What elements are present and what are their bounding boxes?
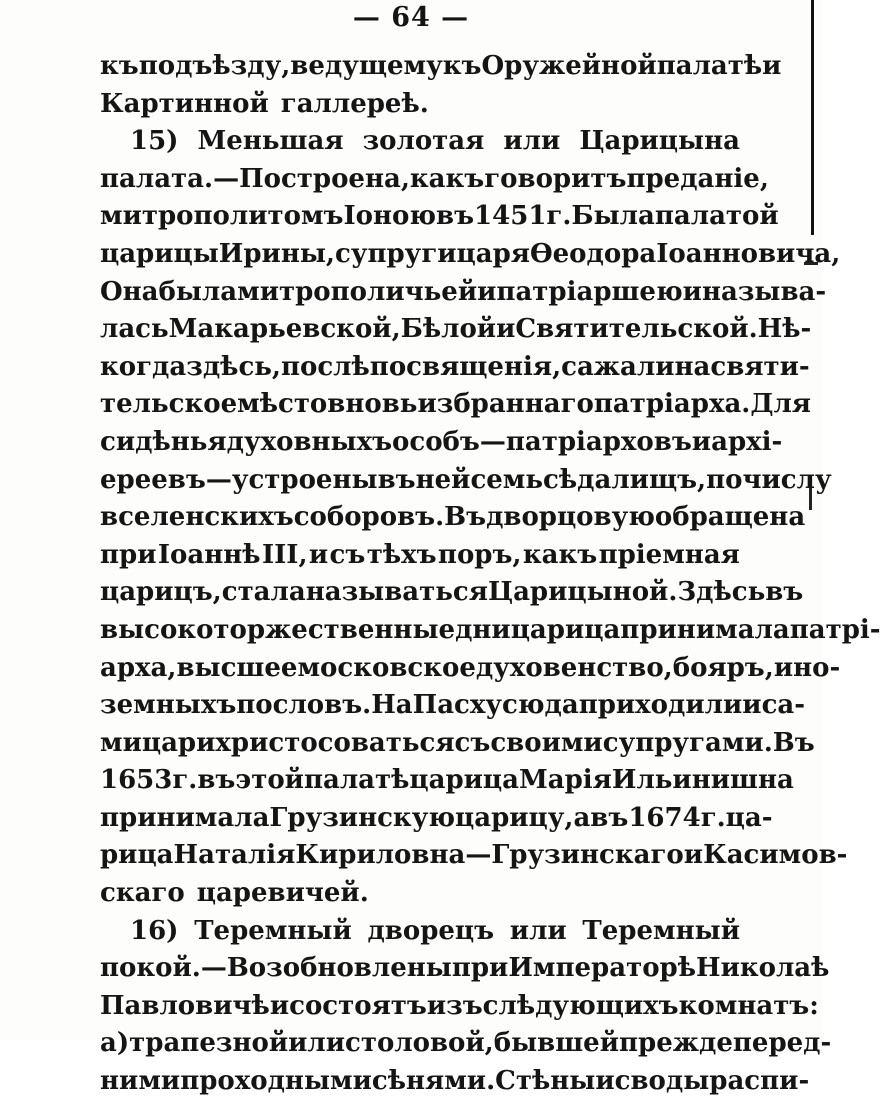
word: Была [571,201,655,232]
word: Теремный [194,915,352,946]
word: галлереѣ. [280,88,429,119]
word: въ [377,464,416,495]
word: земныхъ [100,690,237,721]
word: Картинной [100,88,269,119]
word: ней [415,464,471,495]
word: и [308,539,329,570]
word: Нѣ- [757,314,812,345]
word: 1451 [474,201,547,232]
word: своими [490,727,603,758]
word: г. [700,802,726,833]
word: царя [456,238,530,269]
word: и [269,990,290,1021]
word: Въ [444,502,487,533]
text-line [100,650,841,688]
word: золотая [362,126,485,157]
word: митрополитомъ [100,201,344,232]
text-line [100,1025,832,1063]
word: ними [100,1066,181,1097]
word: поръ, [437,539,522,570]
word: скаго [100,878,185,909]
word: 16) [130,915,179,946]
word: московское [297,652,476,683]
word: Ѳеодора [529,238,657,269]
word: сѣнями. [371,1066,496,1097]
word: Марія [518,765,612,796]
word: на [674,351,711,382]
text-line [100,86,740,124]
word: Іоанновича, [656,238,841,269]
word: была [158,276,238,307]
word: Ирины, [218,238,335,269]
word: состоятъ [289,990,427,1021]
text-line [100,161,769,199]
word: 15) [130,126,179,157]
text-line [100,198,779,236]
word: вновь [327,389,418,420]
word: царевичей. [196,878,369,909]
word: здѣсь, [186,351,281,382]
word: — [479,426,506,457]
word: палата. [100,163,214,194]
word: Императорѣ [508,953,696,984]
word: трапезной [129,1028,289,1059]
word: дворцовую [486,502,655,533]
word: и [477,276,497,307]
word: цари [141,727,216,758]
word: са- [761,690,806,721]
word: по [706,464,743,495]
word: сѣдалищъ, [543,464,707,495]
word: и [683,840,704,871]
text-line [100,236,841,274]
word: Макарьевской, [168,314,401,345]
word: особъ [392,426,480,457]
text-line [100,123,740,161]
word: приходили [578,690,743,721]
word: избраннаго [417,389,594,420]
word: Построена, [239,163,410,194]
word: царица [409,765,519,796]
word: и [742,690,762,721]
word: при [451,953,509,984]
word: духовенство, [475,652,673,683]
word: изъ [426,990,483,1021]
word: семь [470,464,544,495]
text-line [100,386,812,424]
word: святи- [710,351,810,382]
word: въ [436,201,475,232]
word: Теремный [582,915,740,946]
word: ца- [725,802,773,833]
text-line [100,424,783,462]
text-line [100,988,819,1026]
word: высшее [176,652,298,683]
text-line [100,537,740,575]
text-line [100,875,740,913]
word: Она [100,276,159,307]
word: какъ [409,163,485,194]
word: патрі- [789,614,881,645]
word: или [288,1028,346,1059]
word: Оружейной [481,51,657,81]
word: подъѣзду, [138,51,291,81]
word: тельское [100,389,238,420]
text-line [100,48,782,86]
word: 1674 [628,802,701,833]
word: духовныхъ [226,426,393,457]
word: перед- [732,1028,832,1059]
word: дни [455,614,511,645]
word: патріарха. [593,389,751,420]
word: а) [100,1028,130,1059]
word: Для [750,389,812,420]
word: ереевъ—устроены [100,464,378,495]
word: На [371,690,413,721]
word: своды [614,1066,710,1097]
text-line [100,837,848,875]
word: числу [742,464,832,495]
word: преданіе, [626,163,769,194]
text-line [100,800,773,838]
word: съ [454,727,491,758]
word: или [503,126,561,157]
word: царицу, [455,802,574,833]
text-body [100,48,881,1101]
word: при [100,539,157,570]
word: архі- [711,426,783,457]
word: мѣсто [237,389,328,420]
word: III, [261,539,308,570]
word: Николаѣ [696,953,830,984]
word: Бѣлой [400,314,497,345]
word: Въ [772,727,815,758]
word: сидѣнья [100,426,227,457]
word: палатой [654,201,779,232]
word: Іоаннѣ [157,539,261,570]
word: посвященія, [369,351,562,382]
word: высокоторжественные [100,614,456,645]
text-line [100,574,804,612]
word: — [213,163,240,194]
word: бывшей [493,1028,619,1059]
word: ино- [773,652,841,683]
word: Ильинишна [611,765,794,796]
word: митрополичьей [237,276,478,307]
word: называ- [701,276,827,307]
word: палатѣ [656,51,763,81]
word: проходными [180,1066,372,1097]
word: и [691,426,712,457]
word: дворецъ [367,915,495,946]
word: соборовъ. [293,502,445,533]
word: говоритъ [484,163,627,194]
word: бояръ, [672,652,774,683]
text-line [100,762,794,800]
word: и [682,276,702,307]
word: Меньшая [197,126,344,157]
word: и [762,51,782,81]
page-number: — 64 — [352,2,470,33]
word: къ [100,51,139,81]
word: Павловичѣ [100,990,270,1021]
text-line [100,687,806,725]
text-line [100,311,812,349]
text-line [100,462,832,500]
word: г. [172,765,198,796]
text-line [100,913,740,951]
word: въ [197,765,236,796]
word: царицъ, [100,577,222,608]
word: патріарховъ [505,426,692,457]
word: Іоною [343,201,437,232]
word: супругами. [602,727,773,758]
word: тѣхъ [366,539,437,570]
word: или [509,915,567,946]
word: и [496,314,516,345]
word: христосоваться [215,727,455,758]
word: въ [765,577,804,608]
word: Касимов- [703,840,848,871]
word: и [595,1066,615,1097]
word: пословъ. [236,690,372,721]
word: Царицыной. [487,577,678,608]
word: супруги [334,238,457,269]
word: называться [305,577,488,608]
word: царицы [100,238,219,269]
word: 1653 [100,765,173,796]
word: когда [100,351,187,382]
word: сажали [561,351,675,382]
word: этой [235,765,304,796]
word: послѣ [280,351,370,382]
word: Пасху [412,690,503,721]
word: стала [221,577,306,608]
word: г. [546,201,572,232]
word: обращена [654,502,806,533]
word: Царицына [579,126,740,157]
text-line [100,612,881,650]
word: рица [100,840,174,871]
word: принимала [620,614,790,645]
word: арха, [100,652,177,683]
word: царица [510,614,621,645]
text-line [100,1063,810,1101]
text-line [100,274,827,312]
word: патріаршею [496,276,683,307]
word: лась [100,314,169,345]
word: комнатъ: [678,990,819,1021]
page-edge-line [811,0,814,235]
word: столовой, [345,1028,494,1059]
word: Наталія [173,840,296,871]
word: сюда [502,690,579,721]
word: ведущему [290,51,443,81]
word: распи- [709,1066,810,1097]
word: Здѣсь [677,577,766,608]
word: прежде [618,1028,733,1059]
word: вселенскихъ [100,502,294,533]
word: Святительской. [515,314,758,345]
text-line [100,725,815,763]
word: Стѣны [495,1066,596,1097]
word: палатѣ [303,765,410,796]
text-line [100,499,806,537]
word: Грузинскую [269,802,456,833]
text-line [100,950,830,988]
word: ми [100,727,142,758]
word: покой.—Возобновлены [100,953,452,984]
word: къ [442,51,482,81]
word: какъ [522,539,598,570]
word: пріемная [598,539,740,570]
text-line [100,349,810,387]
word: Кириловна—Грузинскаго [295,840,684,871]
word: съ [329,539,366,570]
word: слѣдующихъ [482,990,679,1021]
word: а [573,802,591,833]
word: принимала [100,802,270,833]
word: въ [590,802,629,833]
